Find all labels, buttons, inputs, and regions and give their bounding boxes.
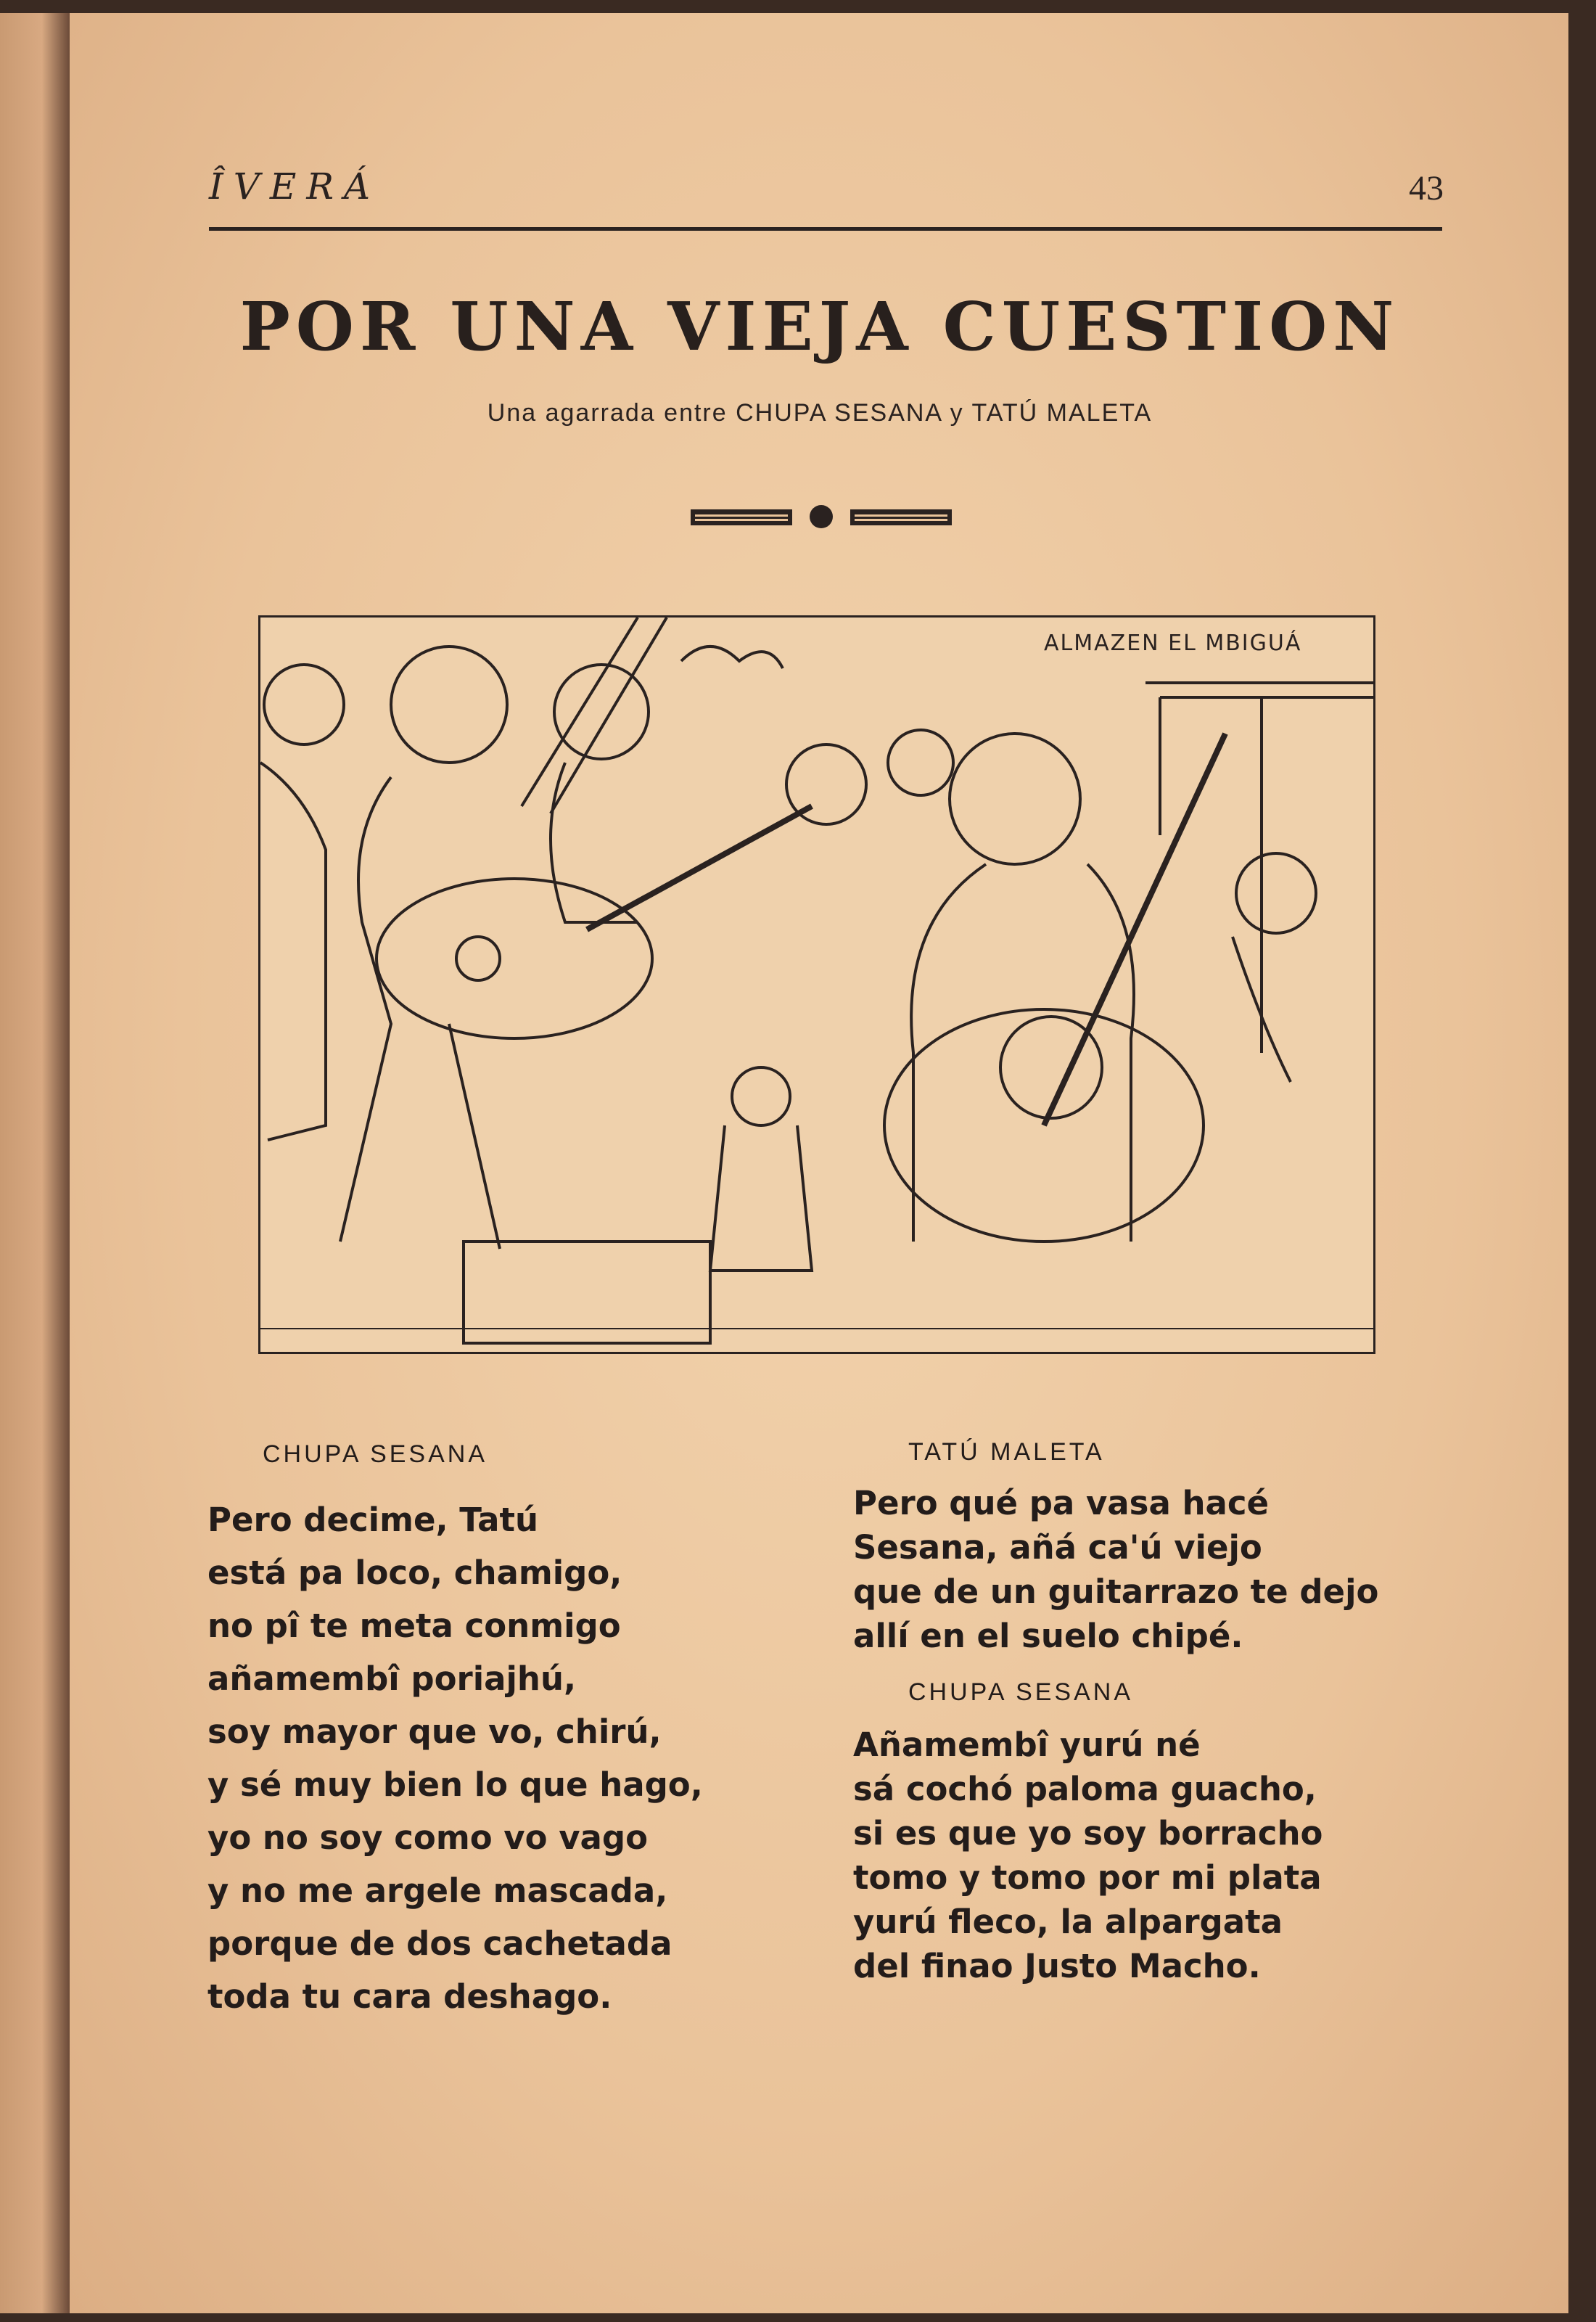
cartoon-illustration: [258, 615, 1375, 1354]
ornament-divider: [691, 504, 952, 530]
verse-line: sá cochó paloma guacho,: [853, 1770, 1317, 1808]
verse-line: toda tu cara deshago.: [207, 1977, 612, 2016]
verse-line: y no me argele mascada,: [207, 1871, 668, 1910]
verse-line: yo no soy como vo vago: [207, 1818, 649, 1857]
page-number: 43: [1409, 169, 1444, 208]
verse-line: Sesana, añá ca'ú viejo: [853, 1528, 1262, 1567]
verse-line: Añamembî yurú né: [853, 1726, 1201, 1764]
verse-line: allí en el suelo chipé.: [853, 1617, 1243, 1655]
verse-line: y sé muy bien lo que hago,: [207, 1765, 703, 1804]
verse-chupa-sesana-1: [207, 1440, 703, 2023]
header-rule: [209, 227, 1442, 231]
verse-line: Pero qué pa vasa hacé: [853, 1484, 1270, 1522]
sketch-drawing: [260, 618, 1373, 1352]
speaker-label: TATÚ MALETA: [908, 1438, 1105, 1466]
previous-page-edge: [0, 13, 70, 2313]
verse-line: tomo y tomo por mi plata: [853, 1858, 1322, 1897]
verse-line: está pa loco, chamigo,: [207, 1554, 622, 1592]
article-title: POR UNA VIEJA CUESTION: [239, 287, 1400, 366]
verse-line: porque de dos cachetada: [207, 1924, 672, 1963]
verse-line: Pero decime, Tatú: [207, 1501, 539, 1539]
speaker-label: CHUPA SESANA: [263, 1440, 488, 1468]
speaker-label: CHUPA SESANA: [908, 1678, 1134, 1706]
verse-line: que de un guitarrazo te dejo: [853, 1572, 1379, 1611]
verse-line: del finao Justo Macho.: [853, 1947, 1261, 1985]
verse-line: yurú fleco, la alpargata: [853, 1903, 1283, 1941]
verse-tatu-maleta: [853, 1438, 1378, 1988]
verse-line: si es que yo soy borracho: [853, 1814, 1323, 1853]
store-sign: ALMAZEN EL MBIGUÁ: [1044, 631, 1302, 656]
running-title: ÎVERÁ: [209, 165, 381, 208]
article-subtitle: Una agarrada entre CHUPA SESANA y TATÚ MALETA: [487, 399, 1153, 427]
verse-line: no pî te meta conmigo: [207, 1607, 621, 1645]
verse-line: añamembî poriajhú,: [207, 1660, 577, 1698]
verse-line: soy mayor que vo, chirú,: [207, 1712, 662, 1751]
